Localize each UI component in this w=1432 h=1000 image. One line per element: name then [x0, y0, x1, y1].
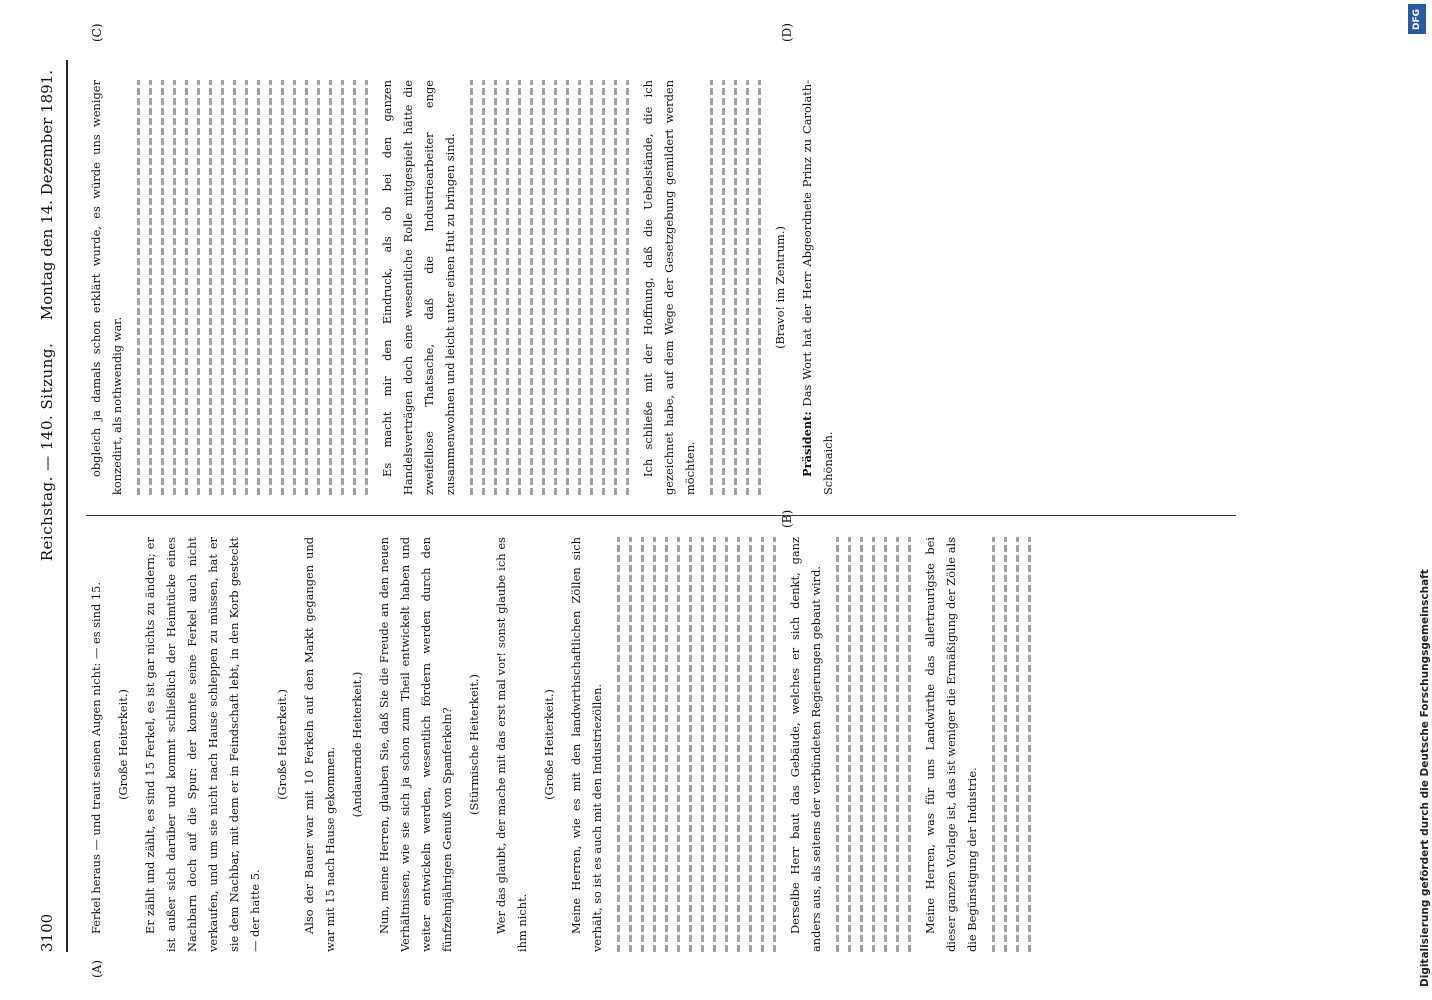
text-line — [341, 80, 344, 495]
text-line — [737, 537, 740, 952]
text-line — [722, 80, 725, 495]
text-line — [530, 80, 533, 495]
text-line — [689, 537, 692, 952]
text-line — [734, 80, 737, 495]
text-line — [614, 80, 617, 495]
reaction: (Stürmische Heiterkeit.) — [467, 674, 481, 815]
text-line — [710, 80, 713, 495]
text-line — [329, 80, 332, 495]
text-line — [677, 537, 680, 952]
text-line — [1016, 537, 1019, 952]
text-line — [245, 80, 248, 495]
text-line — [173, 80, 176, 495]
text-line — [626, 80, 629, 495]
text-line — [221, 80, 224, 495]
digitization-notice: Digitalisierung gefördert durch die Deutsche Forschungsgemeinschaft — [1419, 569, 1431, 987]
header-rule — [66, 60, 68, 952]
text-line — [518, 80, 521, 495]
text-line — [257, 80, 260, 495]
text-line — [293, 80, 296, 495]
speaker-label: Präsident: — [800, 411, 814, 477]
paragraph: obgleich ja damals schon erklärt wurde, es würde uns weniger konzedirt, als nothwendig war. — [89, 80, 124, 495]
text-line — [848, 537, 851, 952]
page-number: 3100 — [38, 913, 56, 952]
text-line — [209, 80, 212, 495]
text-line — [149, 80, 152, 495]
text-line — [725, 537, 728, 952]
text-line — [749, 537, 752, 952]
text-line — [482, 80, 485, 495]
dfg-logo: DFG — [1408, 4, 1426, 34]
paragraph: Wer das glaubt, der mache mit das erst mal vor! sonst glaube ich es ihm nicht. — [494, 537, 529, 952]
left-column — [86, 537, 1236, 952]
paragraph: Nun, meine Herren, glauben Sie, daß Sie die Freude an den neuen Verhältnissen, wie sie sich ja schon zum Theil entwickelt haben und weiter entwickeln werden, wesentlich fördern werden durch den fünfzehnjährigen Genuß von Spanferkeln? — [377, 537, 454, 952]
text-line — [365, 80, 368, 495]
text-line — [617, 537, 620, 952]
paragraph: Derselbe Herr baut das Gebäude, welches er sich denkt, ganz anders aus, als seitens der verbündeten Regierungen gebaut wird. — [788, 537, 823, 952]
text-line — [860, 537, 863, 952]
text-line — [590, 80, 593, 495]
text-line — [872, 537, 875, 952]
text-line — [629, 537, 632, 952]
text-line — [665, 537, 668, 952]
text-line — [896, 537, 899, 952]
paragraph: Meine Herren, wie es mit den landwirthschaftlichen Zöllen sich verhält, so ist es auch mit den Industriezöllen. — [569, 537, 604, 952]
paragraph: Es macht mir den Eindruck, als ob bei den ganzen Handelsverträgen doch eine wesentliche Rolle mitgespielt hätte die zweifellose Thatsache, daß die Industriearbeiter enge zusammenwohnen und leicht unter einen Hut zu bringen sind. — [380, 80, 457, 495]
paragraph: Ferkel heraus — und traut seinen Augen nicht: — es sind 15. — [89, 581, 103, 934]
text-line — [470, 80, 473, 495]
column-separator — [86, 515, 1236, 516]
reaction: (Große Heiterkeit.) — [116, 689, 130, 800]
reaction: (Große Heiterkeit.) — [275, 689, 289, 800]
text-line — [197, 80, 200, 495]
paragraph: Meine Herren, was für uns Landwirthe das allertraurigste bei dieser ganzen Vorlage ist, das ist weniger die Ermäßigung der Zölle als die Begünstigung der Industrie. — [923, 537, 979, 952]
text-line — [746, 80, 749, 495]
text-line — [761, 537, 764, 952]
text-line — [353, 80, 356, 495]
text-line — [773, 537, 776, 952]
paragraph: Er zählt und zählt, es sind 15 Ferkel, es ist gar nichts zu ändern; er ist außer sich darüber und kommt schließlich der Heimtücke eines Nachbarn doch auf die Spur: der konnte seine Ferkel auch nicht verkaufen, und um sie nicht nach Hause schleppen zu müssen, hat er sie dem Nachbar, mit dem er in Feindschaft lebt, in den Korb gesteckt — der hatte 5. — [143, 537, 262, 952]
text-line — [137, 80, 140, 495]
margin-marker-b: (B) — [780, 509, 794, 528]
session-date: Montag den 14. Dezember 1891. — [38, 70, 56, 321]
text-line — [713, 537, 716, 952]
reaction: (Bravo! im Zentrum.) — [773, 226, 787, 349]
text-line — [884, 537, 887, 952]
text-line — [554, 80, 557, 495]
text-line — [494, 80, 497, 495]
text-line — [185, 80, 188, 495]
text-line — [578, 80, 581, 495]
reaction: (Andauernde Heiterkeit.) — [350, 671, 364, 818]
speaker-paragraph — [797, 80, 839, 495]
text-line — [506, 80, 509, 495]
text-line — [836, 537, 839, 952]
session-title: Reichstag. — 140. Sitzung. — [38, 342, 56, 562]
text-line — [758, 80, 761, 495]
text-line — [641, 537, 644, 952]
text-line — [305, 80, 308, 495]
text-line — [701, 537, 704, 952]
text-line — [317, 80, 320, 495]
page-header — [38, 70, 64, 952]
right-column — [86, 80, 1236, 495]
speaker-text: Das Wort hat der Herr Abgeordnete Prinz zu Carolath-Schönaich. — [800, 80, 835, 495]
text-line — [269, 80, 272, 495]
margin-marker-c: (C) — [90, 23, 104, 42]
text-line — [281, 80, 284, 495]
text-line — [233, 80, 236, 495]
text-line — [653, 537, 656, 952]
paragraph: Also der Bauer war mit 10 Ferkeln auf den Markt gegangen und war mit 15 nach Hause gekommen. — [302, 537, 337, 952]
text-line — [1028, 537, 1031, 952]
paragraph: Ich schließe mit der Hoffnung, daß die Uebelstände, die ich gezeichnet habe, auf dem Wege der Gesetzgebung gemildert werden möchten. — [641, 80, 697, 495]
margin-marker-a: (A) — [90, 959, 104, 978]
margin-marker-d: (D) — [780, 23, 794, 42]
text-line — [566, 80, 569, 495]
text-line — [1004, 537, 1007, 952]
reaction: (Große Heiterkeit.) — [542, 689, 556, 800]
text-line — [542, 80, 545, 495]
text-line — [161, 80, 164, 495]
text-line — [992, 537, 995, 952]
text-line — [602, 80, 605, 495]
text-line — [908, 537, 911, 952]
